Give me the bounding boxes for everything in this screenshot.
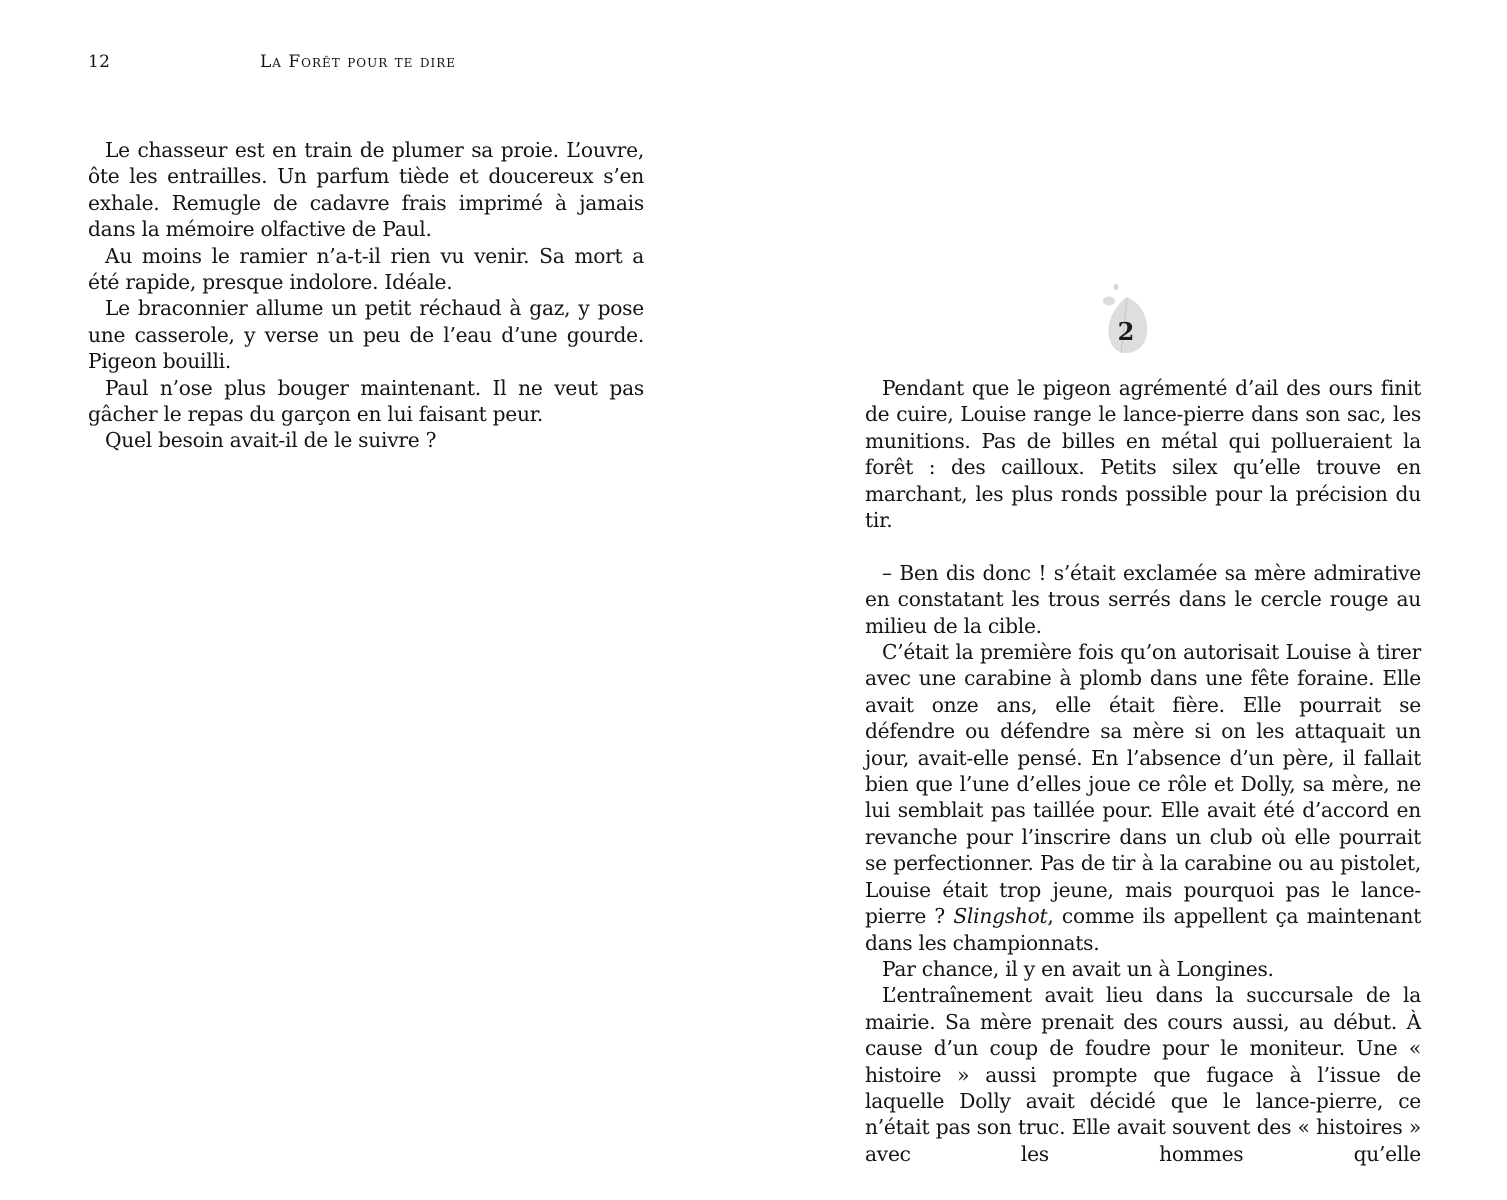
paragraph: Au moins le ramier n’a-t-il rien vu venir. Sa mort a été rapide, presque indolore. Idéale. bbox=[88, 243, 644, 295]
paragraph: Quel besoin avait-il de le suivre ? bbox=[105, 428, 437, 453]
paragraph: L’entraînement avait lieu dans la succursale de la mairie. Sa mère prenait des cours aussi, au début. À cause d’un coup de foudre pour le moniteur. Une « histoire » aussi prompte que fugace à l’issue de laquelle Dolly avait décidé que le lance-pierre, ce n’était pas son truc. Elle avait souvent des « histoires » avec les hommes qu’elle bbox=[865, 983, 1421, 1166]
right-text-block bbox=[865, 375, 1421, 1167]
chapter-number: 2 bbox=[1117, 317, 1135, 346]
running-head bbox=[88, 52, 456, 72]
paragraph: Par chance, il y en avait un à Longines. bbox=[882, 956, 1274, 981]
italic-word: Slingshot bbox=[953, 904, 1048, 929]
book-title: La Forêt pour te dire bbox=[260, 52, 456, 72]
paragraph: Le chasseur est en train de plumer sa proie. L’ouvre, ôte les entrailles. Un parfum tiède et doucereux s’en exhale. Remugle de cadavre frais imprimé à jamais dans la mémoire olfactive de Paul. bbox=[88, 138, 644, 242]
right-page bbox=[754, 0, 1507, 1200]
paragraph bbox=[865, 639, 1421, 956]
paragraph-text: C’était la première fois qu’on autorisait Louise à tirer avec une carabine à plomb dans une fête foraine. Elle avait onze ans, elle était fière. Elle pourrait se défendre ou défendre sa mère si on les attaquait un jour, avait-elle pensé. En l’absence d’un père, il fallait bien que l’une d’elles joue ce rôle et Dolly, sa mère, ne lui semblait pas taillée pour. Elle avait été d’accord en revanche pour l’inscrire dans un club où elle pourrait se perfectionner. Pas de tir à la carabine ou au pistolet, Louise était trop jeune, mais pourquoi pas le lance-pierre ? bbox=[865, 640, 1421, 929]
left-text-block bbox=[88, 137, 644, 454]
paragraph-text: , comme ils appellent ça maintenant dans les championnats. bbox=[865, 904, 1421, 955]
paragraph: – Ben dis donc ! s’était exclamée sa mère admirative en constatant les trous serrés dans le cercle rouge au milieu de la cible. bbox=[865, 560, 1421, 638]
paragraph: Le braconnier allume un petit réchaud à gaz, y pose une casserole, y verse un peu de l’eau d’une gourde. Pigeon bouilli. bbox=[88, 296, 644, 374]
paragraph: Pendant que le pigeon agrémenté d’ail des ours finit de cuire, Louise range le lance-pierre dans son sac, les munitions. Pas de billes en métal qui pollueraient la forêt : des cailloux. Petits silex qu’elle trouve en marchant, les plus ronds possible pour la précision du tir. bbox=[865, 376, 1421, 533]
left-page bbox=[0, 0, 753, 1200]
chapter-heading bbox=[1101, 283, 1155, 359]
paragraph: Paul n’ose plus bouger maintenant. Il ne veut pas gâcher le repas du garçon en lui faisant peur. bbox=[88, 375, 644, 427]
section-break bbox=[865, 533, 1421, 559]
page-number: 12 bbox=[88, 52, 111, 72]
